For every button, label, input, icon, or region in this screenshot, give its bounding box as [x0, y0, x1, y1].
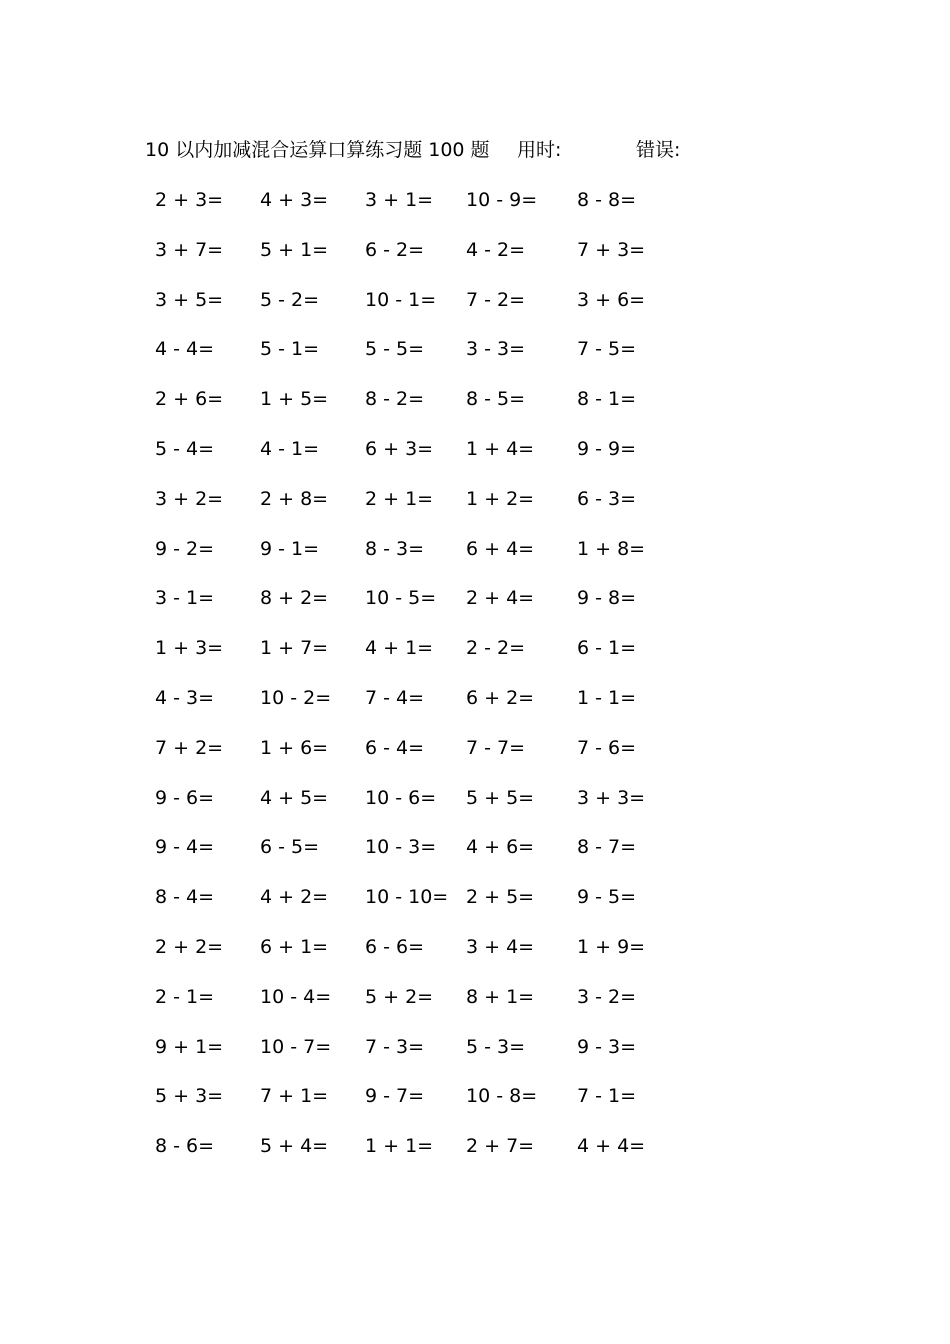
problem-item: 3 + 4= [466, 935, 535, 958]
problem-item: 1 - 1= [577, 686, 637, 709]
problem-item: 5 - 5= [365, 338, 425, 361]
problem-item: 10 - 10= [365, 886, 449, 909]
problem-row [150, 633, 670, 683]
problem-item: 2 + 6= [155, 388, 224, 411]
problem-item: 6 + 4= [466, 537, 535, 560]
problem-row [150, 1081, 670, 1131]
problem-item: 4 + 1= [365, 637, 434, 660]
problem-item: 9 - 8= [577, 587, 637, 610]
problem-item: 10 - 4= [260, 985, 332, 1008]
problem-item: 2 + 8= [260, 487, 329, 510]
problem-item: 7 - 4= [365, 686, 425, 709]
time-label: 用时: [517, 139, 562, 161]
problem-item: 1 + 9= [577, 935, 646, 958]
problem-item: 9 - 2= [155, 537, 215, 560]
problem-row [150, 534, 670, 584]
problem-item: 3 + 6= [577, 288, 646, 311]
problem-item: 8 - 8= [577, 189, 637, 211]
problem-item: 6 - 3= [577, 487, 637, 510]
problem-item: 9 - 5= [577, 886, 637, 909]
problem-item: 7 - 2= [466, 288, 526, 311]
problem-item: 1 + 3= [155, 637, 224, 660]
problem-item: 9 - 9= [577, 437, 637, 460]
problem-item: 6 - 5= [260, 836, 320, 859]
problem-item: 5 - 4= [155, 437, 215, 460]
problem-item: 2 - 1= [155, 985, 215, 1008]
problem-item: 10 - 6= [365, 786, 437, 809]
problem-item: 10 - 7= [260, 1035, 332, 1058]
problem-row [150, 882, 670, 932]
problem-row [150, 583, 670, 633]
problem-row [150, 1131, 670, 1181]
problem-item: 2 + 1= [365, 487, 434, 510]
problem-item: 5 - 2= [260, 288, 320, 311]
problem-item: 3 + 3= [577, 786, 646, 809]
problem-item: 7 + 2= [155, 736, 224, 759]
problem-item: 8 - 4= [155, 886, 215, 909]
problem-item: 6 + 2= [466, 686, 535, 709]
problem-item: 3 + 2= [155, 487, 224, 510]
problem-item: 2 + 5= [466, 886, 535, 909]
problem-item: 3 + 7= [155, 238, 224, 261]
problem-item: 5 + 5= [466, 786, 535, 809]
problem-row [150, 982, 670, 1032]
worksheet-header [145, 136, 705, 164]
problem-item: 8 + 2= [260, 587, 329, 610]
problem-item: 10 - 1= [365, 288, 437, 311]
problem-item: 8 - 6= [155, 1135, 215, 1158]
problem-row [150, 334, 670, 384]
worksheet-title: 10 以内加减混合运算口算练习题 100 题 [145, 139, 490, 161]
problem-item: 2 + 4= [466, 587, 535, 610]
problem-row [150, 285, 670, 335]
problem-item: 3 + 5= [155, 288, 224, 311]
problem-item: 7 - 5= [577, 338, 637, 361]
problem-item: 1 + 7= [260, 637, 329, 660]
problem-item: 5 - 1= [260, 338, 320, 361]
problem-item: 8 - 5= [466, 388, 526, 411]
problem-item: 4 + 3= [260, 189, 329, 211]
problem-item: 9 - 7= [365, 1085, 425, 1108]
problem-row [150, 235, 670, 285]
problem-item: 4 + 6= [466, 836, 535, 859]
problem-item: 5 + 4= [260, 1135, 329, 1158]
problem-item: 9 + 1= [155, 1035, 224, 1058]
problem-item: 6 - 6= [365, 935, 425, 958]
problem-item: 10 - 3= [365, 836, 437, 859]
problem-item: 4 - 1= [260, 437, 320, 460]
problem-row [150, 683, 670, 733]
problem-item: 4 + 5= [260, 786, 329, 809]
problem-item: 5 + 2= [365, 985, 434, 1008]
problem-item: 7 - 7= [466, 736, 526, 759]
problem-item: 9 - 6= [155, 786, 215, 809]
problem-item: 3 + 1= [365, 189, 434, 211]
problem-row [150, 384, 670, 434]
problem-item: 1 + 8= [577, 537, 646, 560]
problem-item: 8 - 3= [365, 537, 425, 560]
problem-item: 8 - 2= [365, 388, 425, 411]
problem-item: 3 - 1= [155, 587, 215, 610]
problem-item: 9 - 4= [155, 836, 215, 859]
problem-item: 8 - 7= [577, 836, 637, 859]
problem-item: 4 - 3= [155, 686, 215, 709]
problem-item: 9 - 1= [260, 537, 320, 560]
problem-item: 10 - 9= [466, 189, 538, 211]
problem-item: 2 + 7= [466, 1135, 535, 1158]
problem-row [150, 733, 670, 783]
problem-item: 5 + 1= [260, 238, 329, 261]
problem-row [150, 185, 670, 235]
problem-item: 1 + 5= [260, 388, 329, 411]
problem-item: 3 - 3= [466, 338, 526, 361]
problem-row [150, 832, 670, 882]
problem-item: 2 + 2= [155, 935, 224, 958]
problem-row [150, 783, 670, 833]
problem-item: 10 - 8= [466, 1085, 538, 1108]
problem-item: 10 - 2= [260, 686, 332, 709]
problem-item: 1 + 4= [466, 437, 535, 460]
problem-item: 6 - 2= [365, 238, 425, 261]
problem-item: 6 - 4= [365, 736, 425, 759]
problem-item: 2 - 2= [466, 637, 526, 660]
problem-item: 7 + 1= [260, 1085, 329, 1108]
problem-item: 9 - 3= [577, 1035, 637, 1058]
problem-item: 4 + 4= [577, 1135, 646, 1158]
problem-item: 7 - 1= [577, 1085, 637, 1108]
problem-item: 1 + 6= [260, 736, 329, 759]
problem-item: 2 + 3= [155, 189, 224, 211]
problem-item: 6 + 1= [260, 935, 329, 958]
problem-item: 3 - 2= [577, 985, 637, 1008]
problem-item: 10 - 5= [365, 587, 437, 610]
problem-item: 8 - 1= [577, 388, 637, 411]
problem-item: 5 + 3= [155, 1085, 224, 1108]
problem-item: 1 + 1= [365, 1135, 434, 1158]
problem-item: 4 - 4= [155, 338, 215, 361]
problem-item: 7 - 6= [577, 736, 637, 759]
problem-item: 7 - 3= [365, 1035, 425, 1058]
problem-item: 4 + 2= [260, 886, 329, 909]
problem-item: 5 - 3= [466, 1035, 526, 1058]
problem-row [150, 932, 670, 982]
problem-row [150, 434, 670, 484]
problem-item: 6 - 1= [577, 637, 637, 660]
error-label: 错误: [636, 139, 681, 161]
problem-item: 7 + 3= [577, 238, 646, 261]
problem-item: 6 + 3= [365, 437, 434, 460]
problem-grid [150, 185, 670, 1181]
problem-row [150, 1032, 670, 1082]
problem-item: 1 + 2= [466, 487, 535, 510]
problem-row [150, 484, 670, 534]
problem-item: 4 - 2= [466, 238, 526, 261]
problem-item: 8 + 1= [466, 985, 535, 1008]
